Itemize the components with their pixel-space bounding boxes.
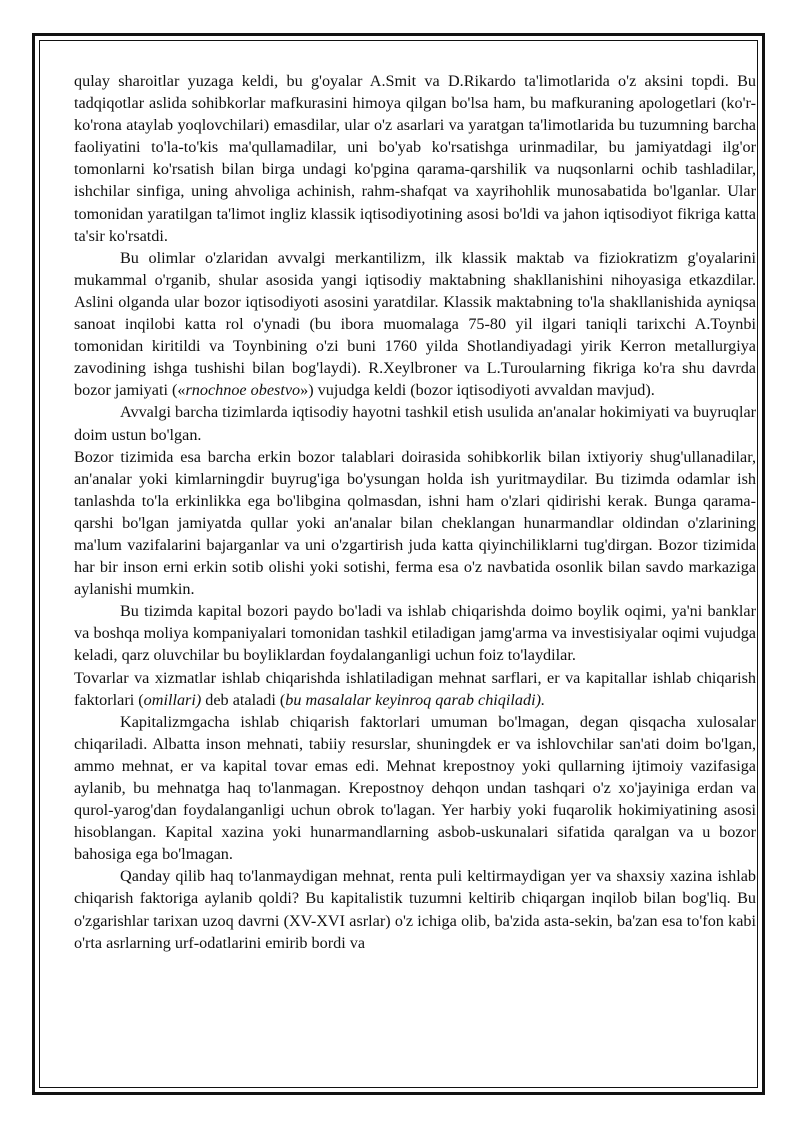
document-body	[74, 70, 756, 954]
paragraph-4: Bozor tizimida esa barcha erkin bozor talablari doirasida sohibkorlik bilan ixtiyoriy shug'ullanadilar, an'analar yoki kimlarningdir buyrug'iga bo'ysungan holda ish yuritmaydilar. Bu tizimda odamlar ish tanlashda to'la erkinlikka ega bo'libgina qolmasdan, ishni ham o'zlari qidirishi kerak. Bunga qarama-qarshi bo'lgan jamiyatda qullar yoki an'analar bilan cheklangan hunarmandlar oldindan o'zlarining ma'lum vazifalarini bajarganlar va uni o'zgartirish juda katta qiyinchiliklarni tug'dirgan. Bozor tizimida har bir inson erni erkin sotib olishi yoki sotishi, ferma esa o'z navbatida osonlik bilan savdo markaziga aylanishi mumkin.	[74, 447, 756, 599]
paragraph-6	[74, 667, 756, 711]
paragraph-2-italic-term: rnochnoe obestvo	[185, 381, 301, 400]
paragraph-2-text-end: ») vujudga keldi (bozor iqtisodiyoti avvaldan mavjud).	[300, 381, 655, 400]
paragraph-2	[74, 247, 756, 402]
paragraph-6-text-start: Tovarlar va xizmatlar ishlab chiqarishda ishlatiladigan mehnat sarflari, er va kapitallar ishlab chiqarish faktorlari (	[74, 668, 756, 709]
paragraph-6-italic-1: omillari)	[143, 690, 202, 709]
paragraph-3: Avvalgi barcha tizimlarda iqtisodiy hayotni tashkil etish usulida an'analar hokimiyati va buyruqlar doim ustun bo'lgan.	[74, 403, 757, 444]
paragraph-6-italic-2: bu masalalar keyinroq qarab chiqiladi).	[285, 690, 546, 709]
paragraph-5: Bu tizimda kapital bozori paydo bo'ladi va ishlab chiqarishda doimo boylik oqimi, ya'ni banklar va boshqa moliya kompaniyalari tomonidan tashkil etiladigan jamg'arma va investisiyalar oqimi vujudga keladi, qarz oluvchilar bu boyliklardan foydalanganligi uchun foiz to'laydilar.	[74, 602, 756, 665]
paragraph-1: qulay sharoitlar yuzaga keldi, bu g'oyalar A.Smit va D.Rikardo ta'limotlarida o'z aksini topdi. Bu tadqiqotlar aslida sohibkorlar mafkurasini himoya qilgan bo'lsa ham, bu mafkuraning apologetlari (ko'r-ko'rona ataylab yoqlovchilari) emasdilar, ular o'z asarlari va yaratgan ta'limotlarida bu tuzumning barcha faoliyatini to'la-to'kis ma'qullamadilar, uni bo'yab ko'rsatishga urinmadilar, bu jamiyatdagi ilg'or tomonlarni ko'rsatish bilan birga undagi ko'pgina qarama-qarshilik va nuqsonlarni ochib tashladilar, ishchilar sinfiga, uning ahvoliga achinish, rahm-shafqat va xayrihohlik munosabatida bo'lganlar. Ular tomonidan yaratilgan ta'limot ingliz klassik iqtisodiyotining asosi bo'ldi va jahon iqtisodiyot fikriga katta ta'sir ko'rsatdi.	[74, 72, 756, 245]
paragraph-2-text-start: Bu olimlar o'zlaridan avvalgi merkantilizm, ilk klassik maktab va fiziokratizm g'oyalarini mukammal o'rganib, shular asosida yangi iqtisodiy maktabning shakllanishini nihoyasiga etkazdilar. Aslini olganda ular bozor iqtisodiyoti asosini yaratdilar. Klassik maktabning to'la shakllanishida ayniqsa sanoat inqilobi katta rol o'ynadi (bu ibora muomalaga 75-80 yil ilgari taniqli tarixchi A.Toynbi tomonidan kiritildi va Toynbining o'zi buni 1760 yilda Shotlandiyadagi yirik Kerron metallurgiya zavodining ishga tushishi bilan bog'laydi). R.Xeylbroner va L.Turoularning fikriga ko'ra shu davrda bozor jamiyati («	[74, 248, 756, 400]
paragraph-6-text-mid: deb ataladi (	[201, 690, 286, 709]
paragraph-8: Qanday qilib haq to'lanmaydigan mehnat, renta puli keltirmaydigan yer va shaxsiy xazina ishlab chiqarish faktoriga aylanib qoldi? Bu kapitalistik tuzumni keltirib chiqargan inqilob bilan bog'liq. Bu o'zgarishlar tarixan uzoq davrni (XV-XVI asrlar) o'z ichiga olib, ba'zida asta-sekin, ba'zan esa to'fon kabi o'rta asrlarning urf-odatlarini emirib bordi va	[74, 867, 756, 952]
paragraph-7: Kapitalizmgacha ishlab chiqarish faktorlari umuman bo'lmagan, degan qisqacha xulosalar chiqariladi. Albatta inson mehnati, tabiiy resurslar, shuningdek er va ishlovchilar san'ati doim bo'lgan, ammo mehnat, er va kapital tovar emas edi. Mehnat krepostnoy yoki qullarning ijtimoiy vazifasiga aylanib, bu mehnatga haq to'lanmagan. Krepostnoy dehqon undan tashqari o'z xo'jayiniga erdan va qurol-yarog'dan foydalanganligi uchun obrok to'lagan. Yer harbiy yoki fuqarolik hokimiyatining asosi hisoblangan. Kapital xazina yoki hunarmandlarning asbob-uskunalari sifatida qaralgan va u bozor bahosiga ega bo'lmagan.	[74, 712, 756, 864]
